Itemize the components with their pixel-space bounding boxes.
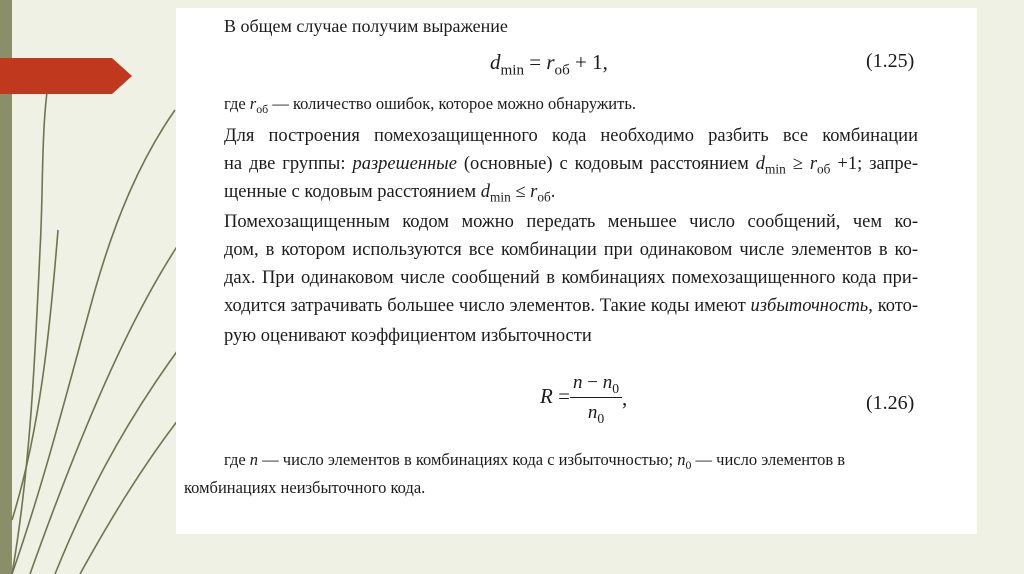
red-arrow-marker	[0, 58, 132, 94]
para2-line1: Помехозащищенным кодом можно передать меньшее число сообщений, чем ко-	[224, 212, 918, 232]
fraction-bar	[570, 397, 622, 398]
fraction-denominator: $n_0$	[587, 402, 605, 426]
eq-dmin-var: d	[490, 50, 501, 74]
eq-rob-var: r	[546, 50, 555, 74]
eq-R-lhs: R =	[540, 384, 570, 408]
para2-line4: ходится затрачивать большее число элементов. Такие коды имеют избыточность, кото-	[224, 296, 919, 316]
equation-number-1-25: (1.25)	[866, 50, 915, 72]
para1-line3: щенные с кодовым расстоянием $d_{min} \le r_{об}$.	[224, 182, 556, 205]
scanned-textbook-page	[176, 8, 977, 534]
equation-number-1-26: (1.26)	[866, 392, 915, 414]
where-n-line: где n — число элементов в комбинациях кода с избыточностью; $n_0$ — число элементов в	[224, 450, 846, 473]
para1-line2: на две группы: разрешенные (основные) с кодовым расстоянием $d_{min} \ge r_{об} +1$; запре-	[224, 154, 918, 177]
where-n-line2: комбинациях неизбыточного кода.	[184, 478, 426, 497]
intro-line: В общем случае получим выражение	[224, 16, 508, 36]
eq-comma: ,	[622, 386, 628, 410]
para2-line3: дах. При одинаковом числе сообщений в комбинациях помехозащищенного кода при-	[224, 268, 918, 288]
eq-dmin-sub: min	[500, 62, 525, 79]
eq-rob-sub: об	[554, 62, 570, 79]
para2-line2: дом, в котором используются все комбинации при одинаковом числе элементов в ко-	[224, 240, 918, 260]
para2-line5: рую оценивают коэффициентом избыточности	[224, 326, 592, 346]
eq-plus-one: + 1,	[575, 50, 608, 74]
fraction-numerator: $n - n_0$	[572, 372, 620, 396]
where-rob-line: где $r_{об}$ — количество ошибок, которое можно обнаружить.	[224, 94, 636, 117]
para1-line1: Для построения помехозащищенного кода необходимо разбить все комбинации	[224, 126, 918, 146]
equation-1-25: $d_{min} = r_{об} + 1$,	[490, 50, 608, 79]
